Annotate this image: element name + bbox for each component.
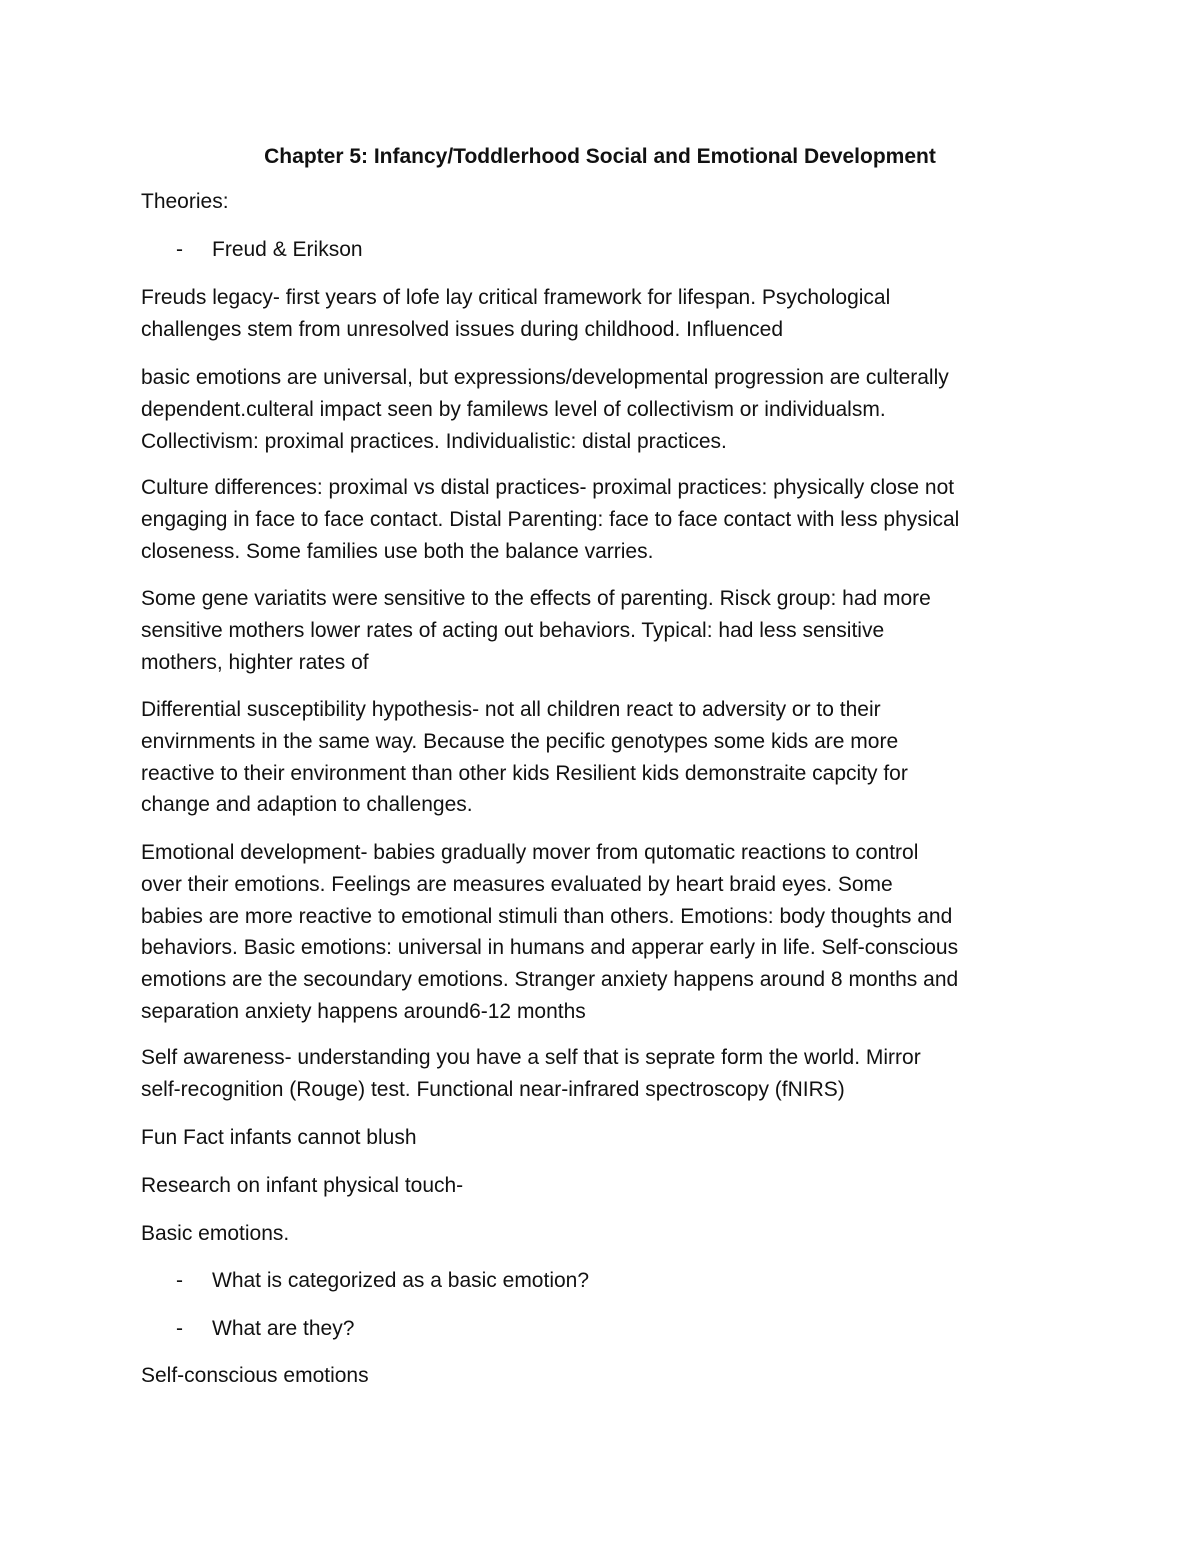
paragraph-fun-fact: Fun Fact infants cannot blush bbox=[141, 1126, 417, 1149]
paragraph-line: change and adaption to challenges. bbox=[141, 793, 473, 816]
document-title: Chapter 5: Infancy/Toddlerhood Social and Emotional Development bbox=[264, 145, 936, 168]
paragraph-line: challenges stem from unresolved issues during childhood. Influenced bbox=[141, 318, 784, 341]
paragraph-line: Some gene variatits were sensitive to the effects of parenting. Risck group: had more bbox=[141, 587, 931, 610]
paragraph-line: sensitive mothers lower rates of acting out behaviors. Typical: had less sensitive bbox=[141, 619, 885, 642]
theories-bullet-item: Freud & Erikson bbox=[212, 238, 363, 261]
paragraph-line: Differential susceptibility hypothesis- not all children react to adversity or to their bbox=[141, 698, 881, 721]
paragraph-line: engaging in face to face contact. Distal Parenting: face to face contact with less physical bbox=[141, 508, 960, 531]
paragraph-line: separation anxiety happens around6-12 months bbox=[141, 1000, 586, 1023]
closing-heading: Self-conscious emotions bbox=[141, 1364, 369, 1387]
paragraph-line: behaviors. Basic emotions: universal in humans and apperar early in life. Self-conscious bbox=[141, 936, 959, 959]
paragraph-line: mothers, highter rates of bbox=[141, 651, 369, 674]
paragraph-line: envirnments in the same way. Because the pecific genotypes some kids are more bbox=[141, 730, 899, 753]
paragraph-line: over their emotions. Feelings are measures evaluated by heart braid eyes. Some bbox=[141, 873, 893, 896]
paragraph-line: reactive to their environment than other kids Resilient kids demonstraite capcity for bbox=[141, 762, 908, 785]
paragraph-line: basic emotions are universal, but expressions/developmental progression are culterally bbox=[141, 366, 949, 389]
basic-emotions-bullet-item: What is categorized as a basic emotion? bbox=[212, 1269, 590, 1292]
bullet-dash: - bbox=[176, 238, 183, 261]
paragraph-basic-emotions-heading: Basic emotions. bbox=[141, 1222, 290, 1245]
paragraph-line: Self awareness- understanding you have a self that is seprate form the world. Mirror bbox=[141, 1046, 921, 1069]
paragraph-line: self-recognition (Rouge) test. Functional near-infrared spectroscopy (fNIRS) bbox=[141, 1078, 845, 1101]
basic-emotions-bullet-item: What are they? bbox=[212, 1317, 355, 1340]
paragraph-line: Freuds legacy- first years of lofe lay critical framework for lifespan. Psychological bbox=[141, 286, 891, 309]
paragraph-line: Culture differences: proximal vs distal practices- proximal practices: physically close not bbox=[141, 476, 955, 499]
paragraph-line: dependent.culteral impact seen by familews level of collectivism or individualsm. bbox=[141, 398, 886, 421]
paragraph-line: Emotional development- babies gradually mover from qutomatic reactions to control bbox=[141, 841, 919, 864]
theories-label: Theories: bbox=[141, 190, 229, 213]
paragraph-line: closeness. Some families use both the balance varries. bbox=[141, 540, 654, 563]
paragraph-research-touch: Research on infant physical touch- bbox=[141, 1174, 464, 1197]
bullet-dash: - bbox=[176, 1317, 183, 1340]
paragraph-line: babies are more reactive to emotional stimuli than others. Emotions: body thoughts and bbox=[141, 905, 953, 928]
bullet-dash: - bbox=[176, 1269, 183, 1292]
paragraph-line: emotions are the secoundary emotions. Stranger anxiety happens around 8 months and bbox=[141, 968, 959, 991]
paragraph-line: Collectivism: proximal practices. Individualistic: distal practices. bbox=[141, 430, 727, 453]
